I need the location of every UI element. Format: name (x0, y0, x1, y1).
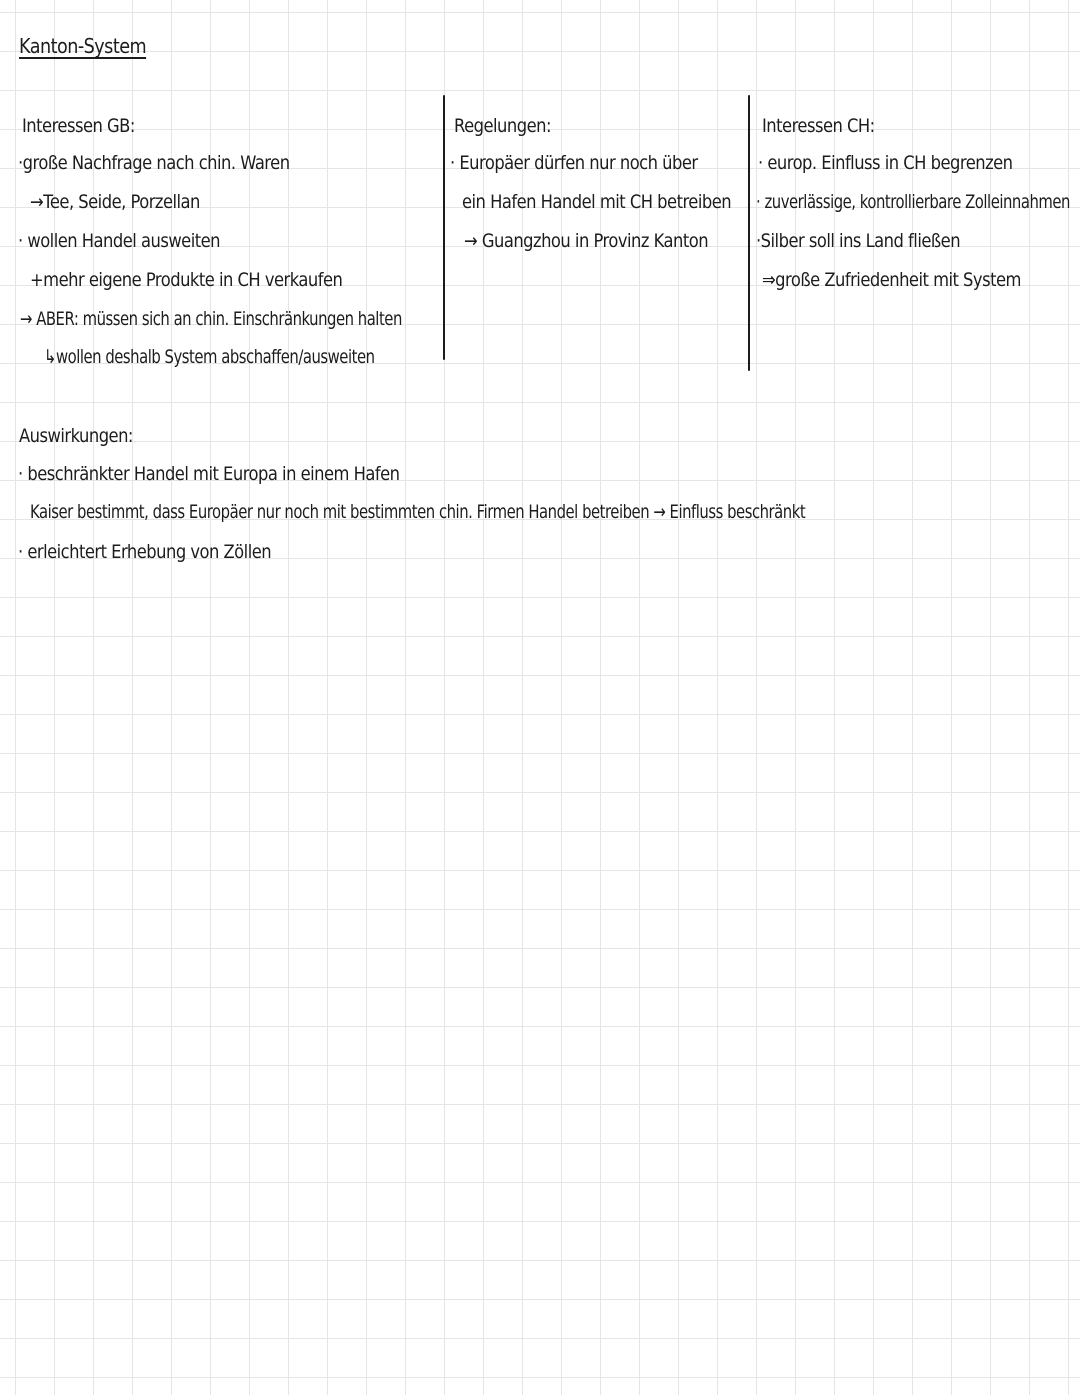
section-heading-auswirkungen: Auswirkungen: (19, 425, 133, 447)
list-item: Kaiser bestimmt, dass Europäer nur noch mit bestimmten chin. Firmen Handel betreiben → Einfluss beschränkt (30, 501, 806, 523)
list-item: · europ. Einfluss in CH begrenzen (758, 152, 1013, 174)
list-item: → Guangzhou in Provinz Kanton (464, 230, 709, 252)
list-item: ·große Nachfrage nach chin. Waren (18, 152, 290, 174)
column-heading-regelungen: Regelungen: (454, 115, 551, 137)
column-divider (443, 95, 445, 360)
list-item: · Europäer dürfen nur noch über (450, 152, 698, 174)
list-item: · wollen Handel ausweiten (18, 230, 221, 252)
list-item: ⇒große Zufriedenheit mit System (762, 269, 1021, 291)
list-item: ↳wollen deshalb System abschaffen/ausweiten (44, 346, 375, 368)
column-heading-gb: Interessen GB: (22, 115, 135, 137)
list-item: · zuverlässige, kontrollierbare Zolleinnahmen (756, 191, 1070, 213)
list-item: → ABER: müssen sich an chin. Einschränkungen halten (20, 308, 402, 330)
page-title: Kanton-System (19, 34, 147, 58)
column-heading-ch: Interessen CH: (762, 115, 875, 137)
list-item: →Tee, Seide, Porzellan (30, 191, 200, 213)
list-item: ein Hafen Handel mit CH betreiben (462, 191, 732, 213)
list-item: ·Silber soll ins Land fließen (756, 230, 961, 252)
list-item: · erleichtert Erhebung von Zöllen (18, 541, 272, 563)
column-divider (748, 95, 750, 371)
list-item: · beschränkter Handel mit Europa in einem Hafen (18, 463, 400, 485)
list-item: +mehr eigene Produkte in CH verkaufen (30, 269, 343, 291)
